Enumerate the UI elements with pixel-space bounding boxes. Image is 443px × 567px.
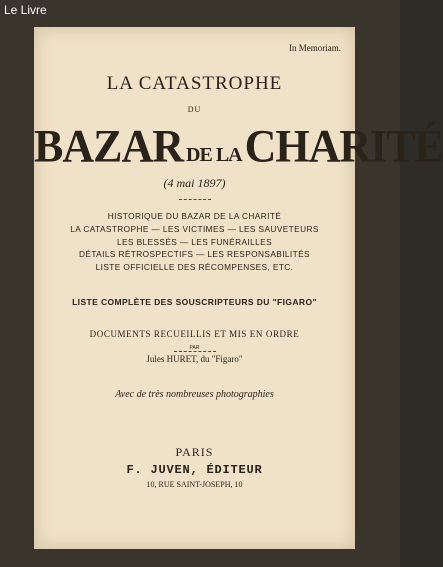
title-charite: CHARITÉ	[244, 120, 443, 173]
title-de-la: DE LA	[186, 144, 242, 166]
main-title	[34, 120, 443, 173]
watermark-label: Le Livre	[4, 3, 47, 17]
contents-list	[34, 210, 355, 274]
par-line: PAR	[189, 345, 200, 351]
contents-item: LISTE OFFICIELLE DES RÉCOMPENSES, ETC.	[95, 262, 294, 273]
memoriam-label: In Memoriam.	[289, 43, 341, 53]
divider	[174, 351, 216, 352]
address-line: 10, RUE SAINT-JOSEPH, 10	[146, 480, 243, 489]
subscribers-line: LISTE COMPLÈTE DES SOUSCRIPTEURS DU "FIGARO"	[72, 297, 317, 307]
divider	[179, 199, 211, 200]
contents-item: HISTORIQUE DU BAZAR DE LA CHARITÉ	[107, 211, 282, 221]
photos-line: Avec de très nombreuses photographies	[115, 389, 274, 400]
contents-item: LES BLESSÉS — LES FUNÉRAILLES	[116, 236, 272, 247]
title-bazar: BAZAR	[34, 120, 184, 173]
contents-item: DÉTAILS RÉTROSPECTIFS — LES RESPONSABILITÉS	[79, 249, 310, 260]
title-page	[34, 27, 443, 549]
contents-item: LA CATASTROPHE — LES VICTIMES — LES SAUVETEURS	[70, 223, 319, 234]
author-line: Jules HURET, du "Figaro"	[146, 354, 243, 364]
documents-line: DOCUMENTS RECUEILLIS ET MIS EN ORDRE	[89, 329, 300, 339]
city-line: PARIS	[175, 445, 214, 459]
title-du: DU	[187, 105, 202, 114]
publisher-line: F. JUVEN, ÉDITEUR	[126, 463, 263, 477]
date-line: (4 mai 1897)	[163, 176, 226, 190]
title-line-1: LA CATASTROPHE	[106, 73, 283, 94]
